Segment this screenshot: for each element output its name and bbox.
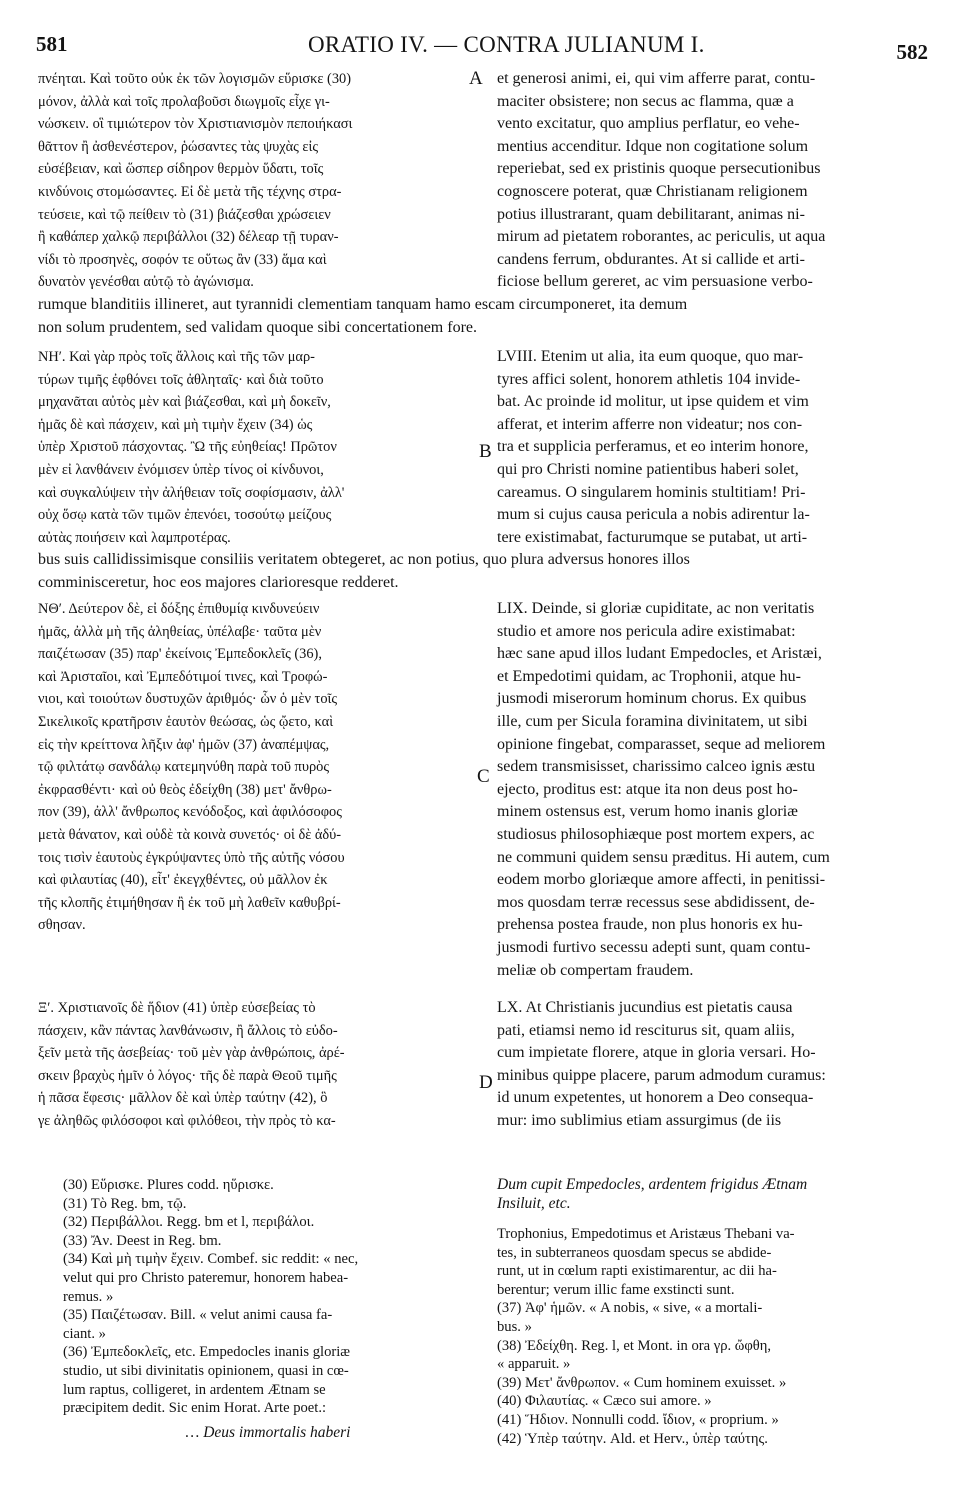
text-line: mos quosdam terræ recessus sese abdidissent, de- bbox=[497, 893, 815, 911]
text-line: θᾶττον ἢ ἀσθενέστερον, ῥώσαντες τὰς ψυχὰς εἰς bbox=[38, 138, 319, 155]
text-line: reperiebat, sed ex pristinis quoque persecutionibus bbox=[497, 160, 821, 178]
text-line: tyres affici solent, honorem athletis 104 invide- bbox=[497, 370, 801, 388]
text-line: runt, ut in cœlum rapti existimarentur, ac dii ha- bbox=[497, 1263, 777, 1280]
text-line: tere existimabat, facturumque se putabat, ut arti- bbox=[497, 528, 808, 546]
text-line: minibus quippe placere, parum admodum curamus: bbox=[497, 1066, 826, 1084]
text-line: LIX. Deinde, si gloriæ cupiditate, ac non veritatis bbox=[497, 600, 815, 617]
text-line: (30) Εὕρισκε. Plures codd. ηὕρισκε. bbox=[63, 1177, 274, 1193]
text-line: γε ἀληθῶς φιλόσοφοι καὶ φιλόθεοι, τὴν πρὸς τὸ κα- bbox=[38, 1112, 336, 1129]
text-line: κινδύνοις στομώσαντες. Εἰ δὲ μετὰ τῆς τέχνης στρα- bbox=[38, 183, 342, 200]
text-line: νώσκειν. οἳ τιμιώτερον τὸν Χριστιανισμὸν πεποιήκασι bbox=[38, 116, 353, 133]
text-line: studiosus philosophiæque post mortem expers, ac bbox=[497, 825, 815, 843]
text-line: μετὰ θάνατον, καὶ οὐδὲ τὰ κοινὰ συνετός· οἱ δὲ ἀδύ- bbox=[38, 826, 342, 843]
text-line: νίδι τὸ προσηνὲς, σοφόν τε οὕτως ἂν (33) ἅμα καὶ bbox=[38, 251, 327, 268]
text-line: tra et supplicia perferamus, et eo interim honore, bbox=[497, 438, 809, 456]
text-line: (34) Καὶ μὴ τιμὴν ἔχειν. Combef. sic reddit: « nec, bbox=[63, 1251, 359, 1268]
latin-fullwidth-s2 bbox=[38, 549, 928, 594]
page-header bbox=[36, 32, 928, 62]
margin-letter-d: D bbox=[479, 1072, 493, 1093]
text-line: (31) Τὸ Reg. bm, τῷ. bbox=[63, 1195, 187, 1212]
latin-column-s2 bbox=[497, 346, 929, 549]
text-line: berentur; verum illic fame exstincti sunt. bbox=[497, 1281, 735, 1298]
text-line: studio et amore nos pericula adire existimabat: bbox=[497, 622, 796, 640]
text-line: ὑπὲρ Χριστοῦ πάσχοντας. Ὢ τῆς εὐηθείας! Πρῶτον bbox=[38, 439, 337, 456]
text-line: non solum prudentem, sed validam quoque sibi concertationem fore. bbox=[38, 318, 477, 336]
text-line: qui pro Christi nomine patientibus haberi solet, bbox=[497, 460, 799, 478]
text-line: τοις τισὶν ἑαυτοὺς ἐγκρύψαντες ὑπὸ τῆς αὐτῆς νόσου bbox=[38, 849, 345, 866]
text-line: præcipitem dedit. Sic enim Horat. Arte poet.: bbox=[63, 1400, 327, 1417]
text-line: mum si cujus causa pericula a nobis adirentur la- bbox=[497, 506, 810, 524]
text-line: ΝΘʹ. Δεύτερον δὲ, εἰ δόξης ἐπιθυμίᾳ κινδυνεύειν bbox=[38, 601, 320, 617]
text-line: μὲν εἰ λανθάνειν ἐνόμισεν ὑπὲρ τίνος οἱ κίνδυνοι, bbox=[38, 461, 324, 478]
greek-column-s2 bbox=[38, 346, 490, 549]
text-line: Σικελικοῖς κρατῆρσιν ἑαυτὸν θεώσας, ὡς ᾤετο, καὶ bbox=[38, 713, 334, 730]
text-line: id unum expetentes, ut honorem a Deo consequa- bbox=[497, 1089, 814, 1107]
text-line: comminisceretur, hoc eos majores clarioresque redderet. bbox=[38, 573, 399, 591]
text-line: velut qui pro Christo pateremur, honorem habea- bbox=[63, 1269, 349, 1286]
text-line: cum impietate florere, atque in gloria versari. Ho- bbox=[497, 1044, 816, 1062]
text-line: ille, cum per Sicula foramina divinitatem, ut sibi bbox=[497, 712, 808, 730]
text-line: ξεῖν μετὰ τῆς ἀσεβείας· τοῦ μὲν γὰρ ἀνθρώποις, ἀρέ- bbox=[38, 1045, 345, 1062]
text-line: ciant. » bbox=[63, 1325, 106, 1342]
text-line: πνέηται. Καὶ τοῦτο οὐκ ἐκ τῶν λογισμῶν εὕρισκε (30) bbox=[38, 71, 351, 87]
text-line: παιζέτωσαν (35) παρ' ἐκείνοις Ἐμπεδοκλεῖς (36), bbox=[38, 646, 322, 663]
text-line: studio, ut sibi divinitatis opinionem, quasi in cœ- bbox=[63, 1362, 349, 1379]
text-line: Ξʹ. Χριστιανοῖς δὲ ἥδιον (41) ὑπὲρ εὐσεβείας τὸ bbox=[38, 1000, 316, 1016]
margin-letter-a: A bbox=[469, 68, 483, 89]
text-line: « apparuit. » bbox=[497, 1356, 571, 1373]
text-line: bus. » bbox=[497, 1318, 532, 1335]
text-line: remus. » bbox=[63, 1288, 114, 1305]
text-line: οὐχ ὅσῳ κατὰ τῶν τιμῶν ἐπενόει, τοσούτῳ μείζους bbox=[38, 507, 332, 524]
text-line: Dum cupit Empedocles, ardentem frigidus Ætnam bbox=[497, 1176, 808, 1193]
greek-column-s3 bbox=[38, 598, 490, 937]
text-line: εὐσέβειαν, καὶ ὥσπερ σίδηρον θερμὸν ὕδατι, τοῖς bbox=[38, 161, 324, 178]
text-line: candens ferrum, obdurantes. At si callide et arti- bbox=[497, 250, 805, 268]
text-line: πον (39), ἀλλ' ἄνθρωπος κενόδοξος, καὶ ἀφιλόσοφος bbox=[38, 804, 342, 821]
greek-column-s1 bbox=[38, 68, 490, 294]
text-line: bat. Ac proinde id molitur, ut ipse quidem et vim bbox=[497, 393, 809, 411]
latin-column-s4 bbox=[497, 997, 929, 1133]
text-line: pati, etiamsi nemo id resciturus sit, quam aliis, bbox=[497, 1021, 795, 1039]
text-line: prehensa postea fraude, non plus honoris ex hu- bbox=[497, 916, 803, 934]
latin-fullwidth-s1 bbox=[38, 294, 928, 339]
horace-quote-right bbox=[497, 1176, 929, 1213]
text-line: (41) Ἥδιον. Nonnulli codd. ἴδιον, « proprium. » bbox=[497, 1411, 779, 1428]
running-title: ORATIO IV. — CONTRA JULIANUM I. bbox=[308, 32, 705, 57]
text-line: tes, in subterraneos quosdam specus se abdide- bbox=[497, 1244, 772, 1261]
text-line: (33) Ἄν. Deest in Reg. bm. bbox=[63, 1232, 222, 1249]
text-line: vento excitatur, quo amplius perflatur, eo vehe- bbox=[497, 115, 800, 133]
text-line: mur: imo sublimius etiam assurgimus (de iis bbox=[497, 1111, 782, 1129]
latin-column-s1 bbox=[497, 68, 929, 294]
text-line: Trophonius, Empedotimus et Aristæus Thebani va- bbox=[497, 1226, 795, 1242]
text-line: ne communi quidem sensu præditus. Hi autem, cum bbox=[497, 848, 830, 866]
margin-letter-b: B bbox=[479, 441, 492, 462]
text-line: careamus. O singularem hominis stultitiam! Pri- bbox=[497, 483, 806, 501]
greek-column-s4 bbox=[38, 997, 490, 1133]
horace-quote-left: … Deus immortalis haberi bbox=[185, 1424, 351, 1441]
text-line: ficiose bellum gereret, ac vim persuasione verbo- bbox=[497, 273, 813, 291]
margin-letter-c: C bbox=[477, 766, 490, 787]
text-line: Insiluit, etc. bbox=[497, 1194, 571, 1212]
text-line: ἡμᾶς δὲ καὶ πάσχειν, καὶ μὴ τιμὴν ἔχειν (34) ὡς bbox=[38, 416, 313, 433]
text-line: jusmodi furtivo secessu adepti sunt, quam contu- bbox=[497, 938, 811, 956]
footnotes-left bbox=[63, 1176, 473, 1418]
text-line: (42) Ὑπὲρ ταύτην. Ald. et Herv., ὑπὲρ ταύτης. bbox=[497, 1430, 768, 1447]
text-line: (39) Μετ' ἄνθρωπον. « Cum hominem exuisset. » bbox=[497, 1374, 787, 1391]
text-line: minem ostensus est, verum homo inanis gloriæ bbox=[497, 803, 798, 821]
text-line: mirum ad pietatem roborantes, ac periculis, ut aqua bbox=[497, 228, 826, 246]
text-line: (36) Ἐμπεδοκλεῖς, etc. Empedocles inanis gloriæ bbox=[63, 1344, 351, 1361]
text-line: (40) Φιλαυτίας. « Cæco sui amore. » bbox=[497, 1393, 712, 1410]
text-line: τῷ φιλτάτῳ σανδάλῳ κατεμηνύθη παρὰ τοῦ πυρὸς bbox=[38, 759, 330, 776]
text-line: eodem morbo gloriæque amore affecti, in penitissi- bbox=[497, 871, 826, 889]
text-line: μόνον, ἀλλὰ καὶ τοῖς προλαβοῦσι διωγμοῖς εἶχε γι- bbox=[38, 93, 330, 110]
right-page-number: 582 bbox=[896, 40, 928, 64]
text-line: εἰς τὴν κρείττονα λῆξιν ἀφ' ἡμῶν (37) ἀναπέμψας, bbox=[38, 736, 330, 753]
text-line: ἡμᾶς, ἀλλὰ μὴ τῆς ἀληθείας, ὑπέλαβε· ταῦτα μὲν bbox=[38, 623, 322, 640]
text-line: ἢ καθάπερ χαλκῷ περιβάλλοι (32) δέλεαρ τῇ τυραν- bbox=[38, 229, 339, 246]
text-line: νιοι, καὶ τοιούτων δυστυχῶν ἀριθμός· ὧν ὁ μὲν τοῖς bbox=[38, 691, 338, 708]
left-page-number: 581 bbox=[36, 32, 68, 56]
text-line: mentius accenditur. Idque non cogitatione solum bbox=[497, 137, 809, 155]
latin-column-s3 bbox=[497, 598, 929, 982]
text-line: καὶ συγκαλύψειν τὴν ἀλήθειαν τοῖς σοφίσμασιν, ἀλλ' bbox=[38, 484, 345, 501]
text-line: (32) Περιβάλλοι. Regg. bm et l, περιβάλοι. bbox=[63, 1214, 315, 1231]
footnotes-right bbox=[497, 1225, 929, 1448]
text-line: afferat, et interim afferre non videatur; nos con- bbox=[497, 415, 803, 433]
text-line: (37) Ἀφ' ἡμῶν. « A nobis, « sive, « a mortali- bbox=[497, 1300, 763, 1317]
text-line: μηχανᾶται αὐτὸς μὲν καὶ βιάζεσθαι, καὶ μὴ δοκεῖν, bbox=[38, 394, 331, 411]
text-line: σθησαν. bbox=[38, 917, 86, 934]
text-line: jusmodi miserorum hominum chorus. Ex quibus bbox=[497, 690, 807, 708]
text-line: hæc sane apud illos ludant Empedocles, et Aristæi, bbox=[497, 645, 822, 663]
text-line: LVIII. Etenim ut alia, ita eum quoque, quo mar- bbox=[497, 348, 804, 365]
text-line: αὐτὰς ποιήσειν καὶ λαμπροτέρας. bbox=[38, 529, 231, 546]
text-line: LX. At Christianis jucundius est pietatis causa bbox=[497, 999, 793, 1016]
text-line: et Empedotimi quidam, ac Trophonii, atque hu- bbox=[497, 667, 801, 685]
text-line: τῆς κλοπῆς ἐτιμήθησαν ἢ ἐκ τοῦ μὴ λαθεῖν καθυβρί- bbox=[38, 894, 341, 911]
text-line: σκειν βραχὺς ἡμῖν ὁ λόγος· τῆς δὲ παρὰ Θεοῦ τιμῆς bbox=[38, 1067, 337, 1084]
text-line: δυνατὸν γενέσθαι αὐτῷ τὸ ἀγώνισμα. bbox=[38, 274, 254, 291]
text-line: opinione fingebat, comparasset, seque ad meliorem bbox=[497, 735, 826, 753]
text-line: ejecto, proditus est: atque ita non deus post ho- bbox=[497, 780, 798, 798]
text-line: καὶ Ἀρισταῖοι, καὶ Ἐμπεδότιμοί τινες, καὶ Τροφώ- bbox=[38, 668, 328, 685]
text-line: et generosi animi, ei, qui vim afferre parat, contu- bbox=[497, 70, 816, 87]
text-line: (38) Ἐδείχθη. Reg. l, et Mont. in ora γρ. ὤφθη, bbox=[497, 1337, 772, 1354]
text-line: καὶ φιλαυτίας (40), εἶτ' ἐκεγχθέντες, οὐ μᾶλλον ἐκ bbox=[38, 872, 328, 889]
text-line: lum raptus, colligeret, in ardentem Ætnam se bbox=[63, 1381, 326, 1398]
text-line: cognoscere poterat, quæ Christianam religionem bbox=[497, 182, 808, 200]
text-line: maciter obsistere; non secus ac flamma, quæ a bbox=[497, 92, 794, 110]
text-line: ΝΗʹ. Καὶ γὰρ πρὸς τοῖς ἄλλοις καὶ τῆς τῶν μαρ- bbox=[38, 349, 315, 365]
text-line: (35) Παιζέτωσαν. Bill. « velut animi causa fa- bbox=[63, 1307, 333, 1324]
text-line: potius illustrarant, quam debilitarant, animas ni- bbox=[497, 205, 805, 223]
text-line: rumque blanditiis illineret, aut tyrannidi clementiam tanquam hamo escam circumponeret, ita demum bbox=[38, 296, 688, 313]
text-line: ἡ πᾶσα ἔφεσις· μᾶλλον δὲ καὶ ὑπὲρ ταύτην (42), ὃ bbox=[38, 1090, 328, 1107]
text-line: τεύσειε, καὶ τῷ πείθειν τὸ (31) βιάζεσθαι χρώσειεν bbox=[38, 206, 331, 223]
text-line: sedem transmisisset, charissimo calceo ignis æstu bbox=[497, 758, 816, 776]
text-line: πάσχειν, κἂν πάντας λανθάνωσιν, ἢ ἄλλοις τὸ εὐδο- bbox=[38, 1022, 338, 1039]
text-line: τύρων τιμῆς ἐφθόνει τοῖς ἀθληταῖς· καὶ διὰ τοῦτο bbox=[38, 371, 324, 388]
text-line: ἐκφρασθέντι· καὶ οὐ θεὸς ἐδείχθη (38) μετ' ἄνθρω- bbox=[38, 781, 332, 798]
text-line: bus suis callidissimisque consiliis veritatem obtegeret, ac non potius, quo plura adversus honores illos bbox=[38, 551, 690, 568]
text-line: meliæ ob compertam fraudem. bbox=[497, 961, 694, 979]
